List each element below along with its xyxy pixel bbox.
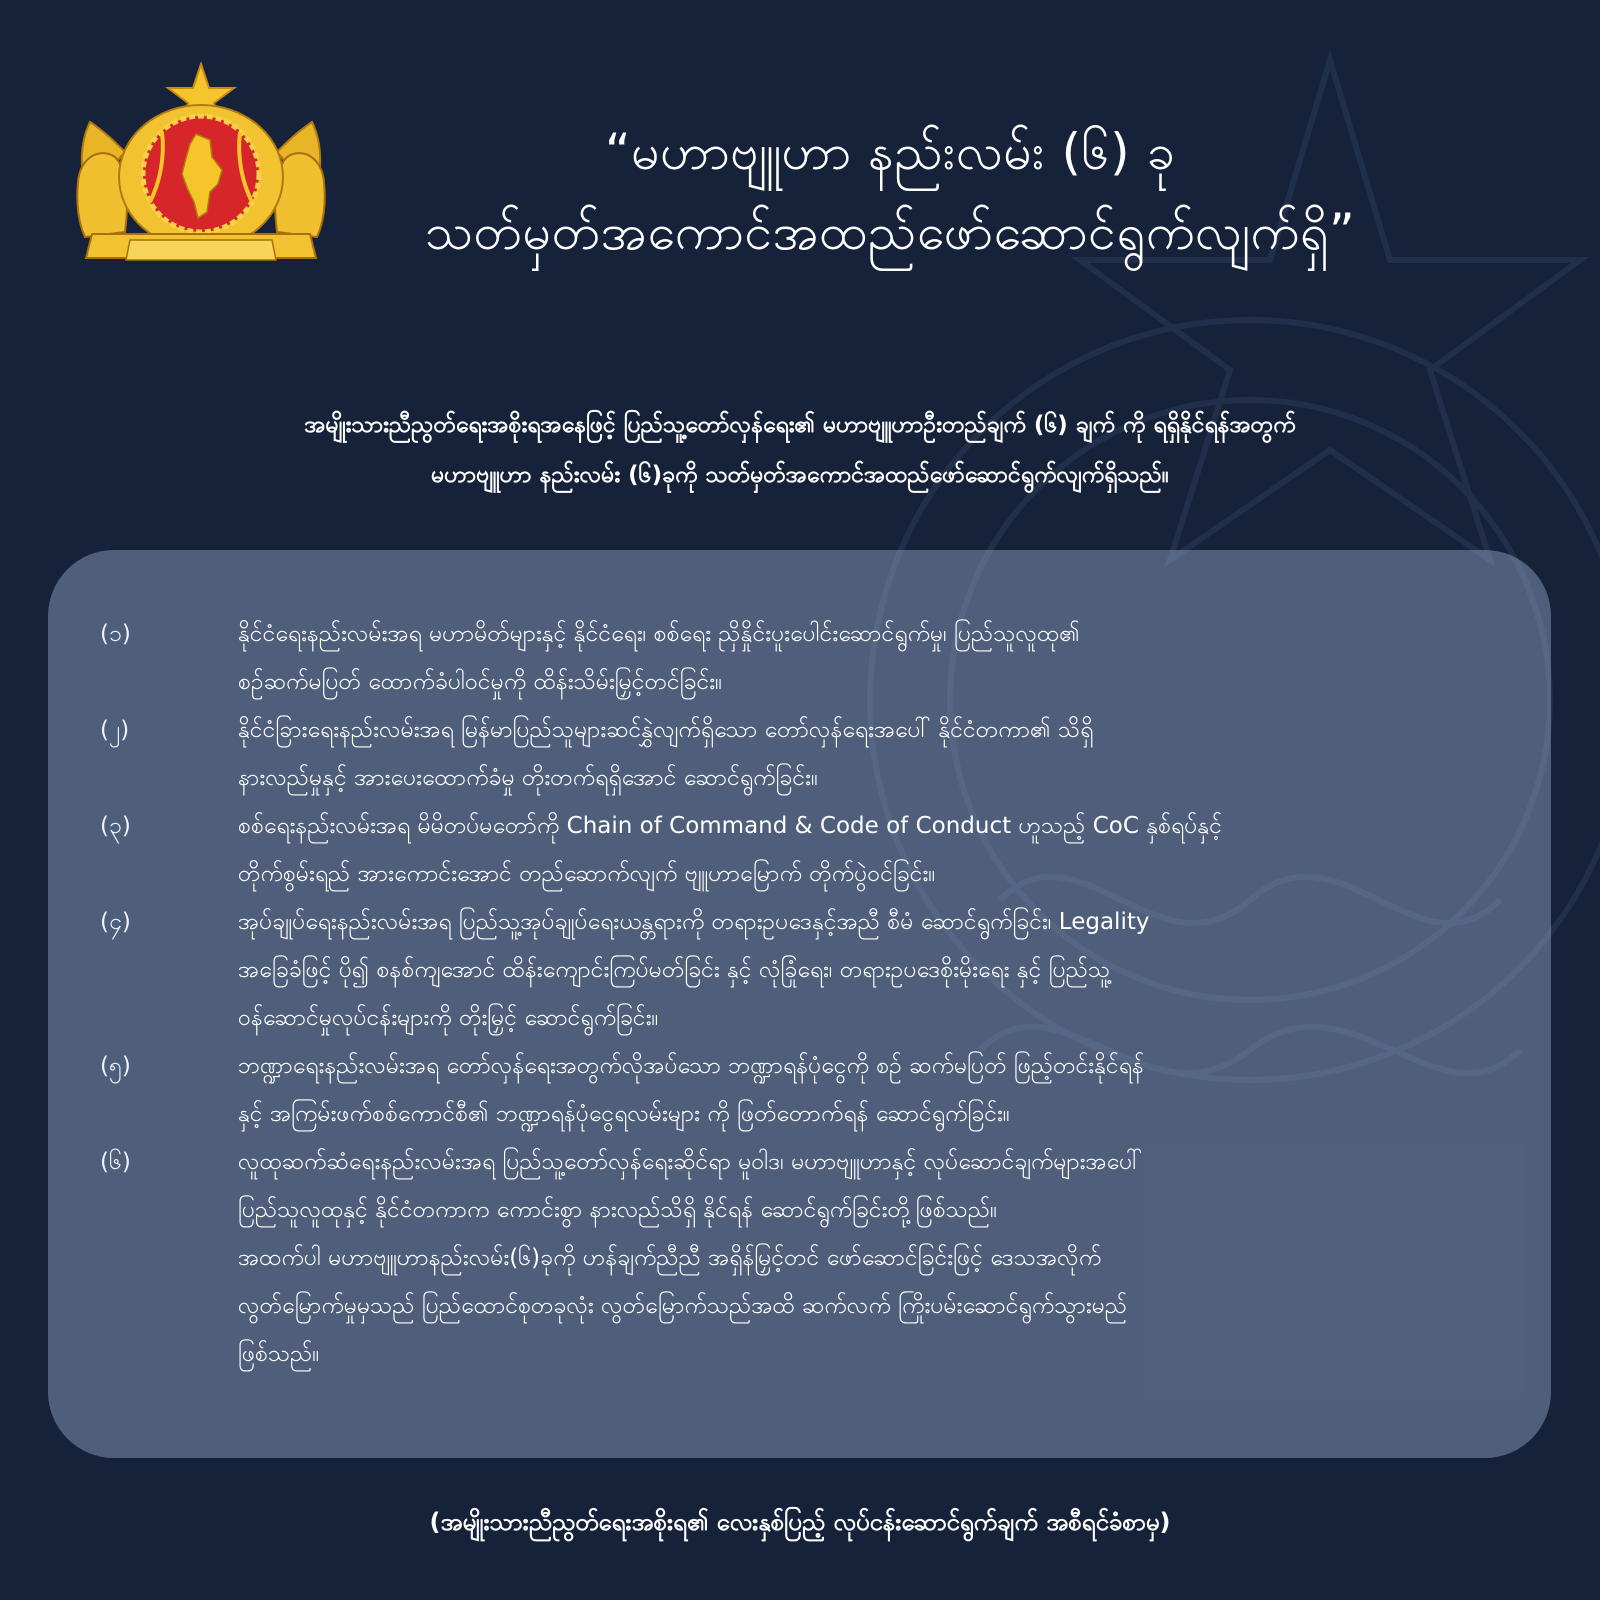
item-number: (၂) [100,717,130,743]
item-text [238,802,1528,898]
title-line-1: “မဟာဗျူဟာ နည်းလမ်း (၆) ခု [604,123,1176,181]
item-line: နားလည်မှုနှင့် အားပေးထောက်ခံမှု တိုးတက်ရရှိအောင် ဆောင်ရွက်ခြင်း။ [238,765,818,791]
item-line: နိုင်ငံရေးနည်းလမ်းအရ မဟာမိတ်များနှင့် နိုင်ငံရေး၊ စစ်ရေး ညှိနှိုင်းပူးပေါင်းဆောင်ရွက်မှု၊ ပြည်သူလူထု၏ [238,621,1080,647]
item-number: (၃) [100,813,131,839]
item-line: စဉ်ဆက်မပြတ် ထောက်ခံပါဝင်မှုကို ထိန်းသိမ်းမြှင့်တင်ခြင်း။ [238,669,723,695]
item-text [238,1042,1528,1138]
item-text [238,1138,1528,1378]
item-line: တိုက်စွမ်းရည် အားကောင်းအောင် တည်ဆောက်လျက် ဗျူဟာမြောက် တိုက်ပွဲဝင်ခြင်း။ [238,861,936,887]
strategy-list-panel [48,550,1551,1458]
page-title [350,112,1430,272]
item-number: (၅) [100,1053,131,1079]
state-seal-emblem [70,62,332,274]
list-item [48,898,1551,1042]
list-item [48,1138,1551,1378]
item-line: စစ်ရေးနည်းလမ်းအရ မိမိတပ်မတော်ကို Chain of Command & Code of Conduct ဟူသည့် CoC နှစ်ရပ်နှင့် [238,813,1223,839]
item-line: အခြေခံဖြင့် ပို၍ စနစ်ကျအောင် ထိန်းကျောင်းကြပ်မတ်ခြင်း နှင့် လုံခြုံရေး၊ တရားဥပဒေစိုးမိုးရေး နှင့် ပြည်သူ့ [238,957,1111,983]
source-caption: (အမျိုးသားညီညွတ်ရေးအစိုးရ၏ လေးနှစ်ပြည့် လုပ်ငန်းဆောင်ရွက်ချက် အစီရင်ခံစာမှ) [429,1508,1171,1536]
list-item [48,706,1551,802]
item-line: အထက်ပါ မဟာဗျူဟာနည်းလမ်း(၆)ခုကို ဟန်ချက်ညီညီ အရှိန်မြှင့်တင် ဖော်ဆောင်ခြင်းဖြင့် ဒေသအလိုက် [238,1245,1102,1271]
list-item [48,610,1551,706]
item-line: ဘဏ္ဍာရေးနည်းလမ်းအရ တော်လှန်ရေးအတွက်လိုအပ်သော ဘဏ္ဍာရန်ပုံငွေကို စဉ် ဆက်မပြတ် ဖြည့်တင်းနိုင်ရန် [238,1053,1144,1079]
item-line: လွတ်မြောက်မှုမှသည် ပြည်ထောင်စုတခုလုံး လွတ်မြောက်သည်အထိ ဆက်လက် ကြိုးပမ်းဆောင်ရွက်သွားမည် [238,1293,1128,1319]
title-line-2: သတ်မှတ်အကောင်အထည်ဖော်ဆောင်ရွက်လျက်ရှိ” [424,203,1356,261]
item-text [238,706,1528,802]
list-item [48,802,1551,898]
item-line: လူထုဆက်ဆံရေးနည်းလမ်းအရ ပြည်သူ့တော်လှန်ရေးဆိုင်ရာ မူဝါဒ၊ မဟာဗျူဟာနှင့် လုပ်ဆောင်ချက်များအပေါ် [238,1149,1143,1175]
item-line: ဖြစ်သည်။ [238,1341,320,1367]
item-text [238,898,1528,1042]
item-text [238,610,1528,706]
item-line: အုပ်ချုပ်ရေးနည်းလမ်းအရ ပြည်သူ့အုပ်ချုပ်ရေးယန္တရားကို တရားဥပဒေနှင့်အညီ စီမံ ဆောင်ရွက်ခြင်း၊ Legality [238,909,1150,935]
item-line: နိုင်ငံခြားရေးနည်းလမ်းအရ မြန်မာပြည်သူများဆင်နွှဲလျက်ရှိသော တော်လှန်ရေးအပေါ် နိုင်ငံတကာ၏ သိရှိ [238,717,1094,743]
item-number: (၁) [100,621,131,647]
list-item [48,1042,1551,1138]
intro-line-1: အမျိုးသားညီညွတ်ရေးအစိုးရအနေဖြင့် ပြည်သူ့တော်လှန်ရေး၏ မဟာဗျူဟာဦးတည်ချက် (၆) ချက် ကို ရရှိနိုင်ရန်အတွက် [304,412,1296,438]
item-number: (၆) [100,1149,131,1175]
item-number: (၄) [100,909,131,935]
item-line: နှင့် အကြမ်းဖက်စစ်ကောင်စီ၏ ဘဏ္ဍာရန်ပုံငွေရလမ်းများ ကို ဖြတ်တောက်ရန် ဆောင်ရွက်ခြင်း။ [238,1101,1010,1127]
item-line: ဝန်ဆောင်မှုလုပ်ငန်းများကို တိုးမြှင့် ဆောင်ရွက်ခြင်း။ [238,1005,659,1031]
intro-paragraph [60,400,1540,500]
item-line: ပြည်သူလူထုနှင့် နိုင်ငံတကာက ကောင်းစွာ နားလည်သိရှိ နိုင်ရန် ဆောင်ရွက်ခြင်းတို့ဖြစ်သည်။ [238,1197,998,1223]
intro-line-2: မဟာဗျူဟာ နည်းလမ်း (၆)ခုကို သတ်မှတ်အကောင်အထည်ဖော်ဆောင်ရွက်လျက်ရှိသည်။ [431,462,1169,488]
strategy-list [48,610,1551,1378]
